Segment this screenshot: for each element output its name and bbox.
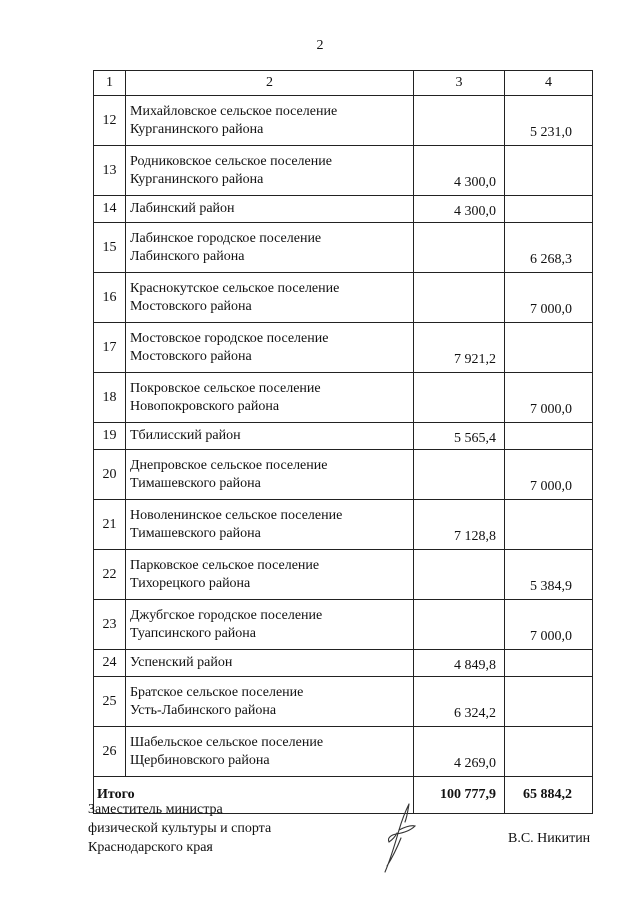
amount-col4 xyxy=(505,727,593,777)
municipality-name xyxy=(126,196,414,223)
municipality-name xyxy=(126,373,414,423)
municipality-name-line: Курганинского района xyxy=(130,171,264,187)
amount-col3 xyxy=(414,600,505,650)
municipality-name-line: Тимашевского района xyxy=(130,475,261,491)
amount-col4: 7 000,0 xyxy=(505,373,593,423)
amount-col3 xyxy=(414,550,505,600)
municipality-name xyxy=(126,146,414,196)
row-number: 19 xyxy=(94,423,126,450)
amount-col4: 5 231,0 xyxy=(505,96,593,146)
municipality-name xyxy=(126,223,414,273)
amount-col3: 5 565,4 xyxy=(414,423,505,450)
amount-col4: 7 000,0 xyxy=(505,273,593,323)
table-row xyxy=(94,550,593,600)
header-cell: 2 xyxy=(126,71,414,96)
amount-col3: 4 300,0 xyxy=(414,196,505,223)
table-row xyxy=(94,677,593,727)
row-number: 18 xyxy=(94,373,126,423)
row-number: 23 xyxy=(94,600,126,650)
table-row xyxy=(94,727,593,777)
table-row xyxy=(94,323,593,373)
amount-col4 xyxy=(505,650,593,677)
municipality-name-line: Новоленинское сельское поселение xyxy=(130,507,343,523)
signatory-title xyxy=(88,800,271,857)
municipality-name-line: Щербиновского района xyxy=(130,752,270,768)
table-header-row xyxy=(94,71,593,96)
row-number: 13 xyxy=(94,146,126,196)
row-number: 25 xyxy=(94,677,126,727)
municipality-name-line: Новопокровского района xyxy=(130,398,280,414)
municipality-name-line: Покровское сельское поселение xyxy=(130,380,321,396)
municipality-name-line: Михайловское сельское поселение xyxy=(130,103,338,119)
municipality-name-line: Тбилисский район xyxy=(130,428,241,443)
municipality-name xyxy=(126,273,414,323)
municipality-name xyxy=(126,96,414,146)
municipality-name-line: Лабинского района xyxy=(130,248,245,264)
row-number: 20 xyxy=(94,450,126,500)
municipality-name-line: Джубгское городское поселение xyxy=(130,607,323,623)
municipality-name-line: Парковское сельское поселение xyxy=(130,557,320,573)
table-row xyxy=(94,500,593,550)
municipality-name-line: Родниковское сельское поселение xyxy=(130,153,332,169)
signatory-title-line: физической культуры и спорта xyxy=(88,821,272,836)
municipality-name-line: Усть-Лабинского района xyxy=(130,702,277,718)
municipality-name xyxy=(126,323,414,373)
table-row xyxy=(94,373,593,423)
amount-col4 xyxy=(505,423,593,450)
municipality-name xyxy=(126,677,414,727)
table-row xyxy=(94,650,593,677)
row-number: 15 xyxy=(94,223,126,273)
amount-col4 xyxy=(505,500,593,550)
municipality-name-line: Мостовское городское поселение xyxy=(130,330,329,346)
municipality-name xyxy=(126,450,414,500)
municipality-name-line: Мостовского района xyxy=(130,348,252,364)
municipality-name-line: Лабинское городское поселение xyxy=(130,230,322,246)
total-col4: 65 884,2 xyxy=(505,777,593,814)
total-label: Итого xyxy=(94,777,414,814)
amount-col3 xyxy=(414,96,505,146)
table-row xyxy=(94,146,593,196)
row-number: 22 xyxy=(94,550,126,600)
amount-col3 xyxy=(414,223,505,273)
table-row xyxy=(94,196,593,223)
page-number: 2 xyxy=(316,38,324,53)
amount-col4 xyxy=(505,323,593,373)
municipality-name-line: Курганинского района xyxy=(130,121,264,137)
amount-col4: 7 000,0 xyxy=(505,450,593,500)
municipality-name-line: Тимашевского района xyxy=(130,525,261,541)
amount-col3: 7 128,8 xyxy=(414,500,505,550)
header-cell: 4 xyxy=(505,71,593,96)
municipality-name-line: Тихорецкого района xyxy=(130,575,251,591)
municipality-name-line: Шабельское сельское поселение xyxy=(130,734,324,750)
row-number: 21 xyxy=(94,500,126,550)
row-number: 17 xyxy=(94,323,126,373)
signatory-name: В.С. Никитин xyxy=(508,831,591,846)
amount-col3 xyxy=(414,450,505,500)
row-number: 16 xyxy=(94,273,126,323)
signatory-title-line: Заместитель министра xyxy=(88,802,223,817)
table-row xyxy=(94,273,593,323)
header-cell: 3 xyxy=(414,71,505,96)
table-row xyxy=(94,600,593,650)
total-col3: 100 777,9 xyxy=(414,777,505,814)
amount-col3: 4 849,8 xyxy=(414,650,505,677)
municipality-name-line: Днепровское сельское поселение xyxy=(130,457,328,473)
amount-col3: 6 324,2 xyxy=(414,677,505,727)
municipality-name-line: Братское сельское поселение xyxy=(130,684,304,700)
row-number: 26 xyxy=(94,727,126,777)
allocation-table xyxy=(93,70,593,814)
table-row xyxy=(94,423,593,450)
amount-col4 xyxy=(505,146,593,196)
amount-col3: 7 921,2 xyxy=(414,323,505,373)
municipality-name-line: Мостовского района xyxy=(130,298,252,314)
header-cell: 1 xyxy=(94,71,126,96)
amount-col3: 4 300,0 xyxy=(414,146,505,196)
municipality-name-line: Лабинский район xyxy=(130,201,235,216)
amount-col4: 7 000,0 xyxy=(505,600,593,650)
municipality-name-line: Краснокутское сельское поселение xyxy=(130,280,340,296)
municipality-name xyxy=(126,600,414,650)
municipality-name xyxy=(126,727,414,777)
amount-col3 xyxy=(414,273,505,323)
amount-col4: 5 384,9 xyxy=(505,550,593,600)
amount-col3: 4 269,0 xyxy=(414,727,505,777)
table-row xyxy=(94,96,593,146)
table-row xyxy=(94,450,593,500)
amount-col4 xyxy=(505,196,593,223)
row-number: 12 xyxy=(94,96,126,146)
amount-col4 xyxy=(505,677,593,727)
municipality-name-line: Успенский район xyxy=(130,655,233,670)
table-row xyxy=(94,223,593,273)
municipality-name-line: Туапсинского района xyxy=(130,625,256,641)
signatory-title-line: Краснодарского края xyxy=(88,840,213,855)
municipality-name xyxy=(126,650,414,677)
municipality-name xyxy=(126,500,414,550)
amount-col3 xyxy=(414,373,505,423)
handwritten-signature xyxy=(365,800,435,875)
municipality-name xyxy=(126,550,414,600)
amount-col4: 6 268,3 xyxy=(505,223,593,273)
municipality-name xyxy=(126,423,414,450)
row-number: 14 xyxy=(94,196,126,223)
row-number: 24 xyxy=(94,650,126,677)
